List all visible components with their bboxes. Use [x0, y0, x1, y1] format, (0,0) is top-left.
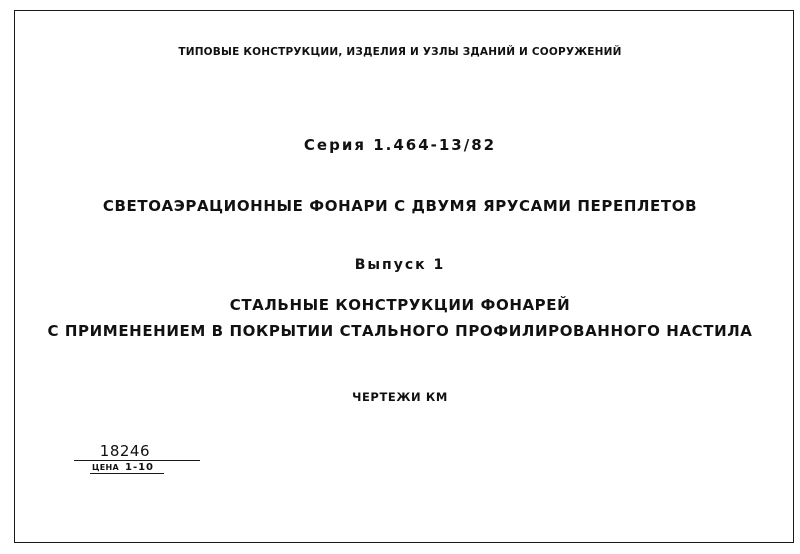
catalog-number: 18246 [99, 442, 150, 460]
issue-number: Выпуск 1 [354, 257, 446, 273]
subtitle-line-1: СТАЛЬНЫЕ КОНСТРУКЦИИ ФОНАРЕЙ [229, 296, 571, 314]
price-row [92, 462, 202, 473]
catalog-rule [74, 460, 200, 461]
document-title: СВЕТОАЭРАЦИОННЫЕ ФОНАРИ С ДВУМЯ ЯРУСАМИ ПЕРЕПЛЕТОВ [102, 197, 698, 215]
series-number: Серия 1.464-13/82 [303, 136, 497, 154]
price-label: ЦЕНА [92, 463, 119, 472]
catalog-stamp [74, 442, 202, 474]
price-rule [90, 473, 164, 474]
drawings-label: ЧЕРТЕЖИ КМ [352, 390, 448, 404]
subtitle-line-2: С ПРИМЕНЕНИЕМ В ПОКРЫТИИ СТАЛЬНОГО ПРОФИЛИРОВАННОГО НАСТИЛА [47, 322, 753, 340]
document-header: ТИПОВЫЕ КОНСТРУКЦИИ, ИЗДЕЛИЯ И УЗЛЫ ЗДАНИЙ И СООРУЖЕНИЙ [178, 46, 622, 58]
price-value: 1-10 [124, 462, 155, 473]
